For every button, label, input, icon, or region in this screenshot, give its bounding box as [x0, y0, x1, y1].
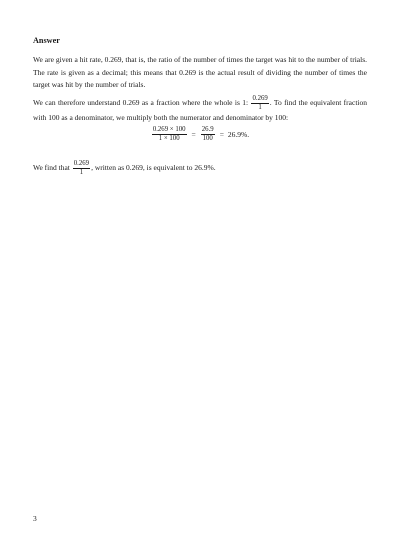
paragraph-fraction	[33, 95, 367, 125]
equation-fraction-1	[152, 126, 187, 143]
equals-sign-1: =	[191, 130, 196, 139]
equation-fraction-2-denominator: 100	[202, 135, 213, 142]
paragraph-fraction-text-before: We can therefore understand 0.269 as a fraction where the whole is 1:	[33, 98, 249, 108]
equation-fraction-1-denominator: 1 × 100	[158, 135, 180, 142]
section-heading: Answer	[33, 36, 60, 45]
conclusion-fraction-denominator: 1	[79, 169, 84, 176]
inline-fraction	[251, 95, 268, 112]
equation-result: 26.9%.	[227, 130, 250, 139]
equation-fraction-2	[201, 126, 215, 143]
conclusion-fraction	[73, 160, 90, 177]
paragraph-conclusion-text-after: , written as 0.269, is equivalent to 26.9%.	[91, 163, 216, 173]
equation-fraction-2-numerator: 26.9	[201, 126, 214, 133]
display-equation	[0, 126, 400, 143]
paragraph-conclusion-text-before: We find that	[33, 163, 70, 173]
page-number: 3	[33, 514, 37, 523]
conclusion-fraction-numerator: 0.269	[73, 160, 90, 167]
fraction-denominator: 1	[258, 104, 262, 111]
paragraph-conclusion	[33, 160, 367, 177]
paragraph-fraction-text-after: . To find the equivalent fraction with 100 as a denominator, we multiply both the numerator and denominator by 100:	[33, 98, 368, 122]
paragraph-intro: We are given a hit rate, 0.269, that is, the ratio of the number of times the target was hit to the number of trials. The rate is given as a decimal; this means that 0.269 is the actual result of dividing the number of times the target was hit by the number of trials.	[33, 55, 367, 89]
fraction-numerator: 0.269	[252, 95, 268, 102]
equals-sign-2: =	[219, 130, 224, 139]
equation-fraction-1-numerator: 0.269 × 100	[152, 126, 186, 133]
